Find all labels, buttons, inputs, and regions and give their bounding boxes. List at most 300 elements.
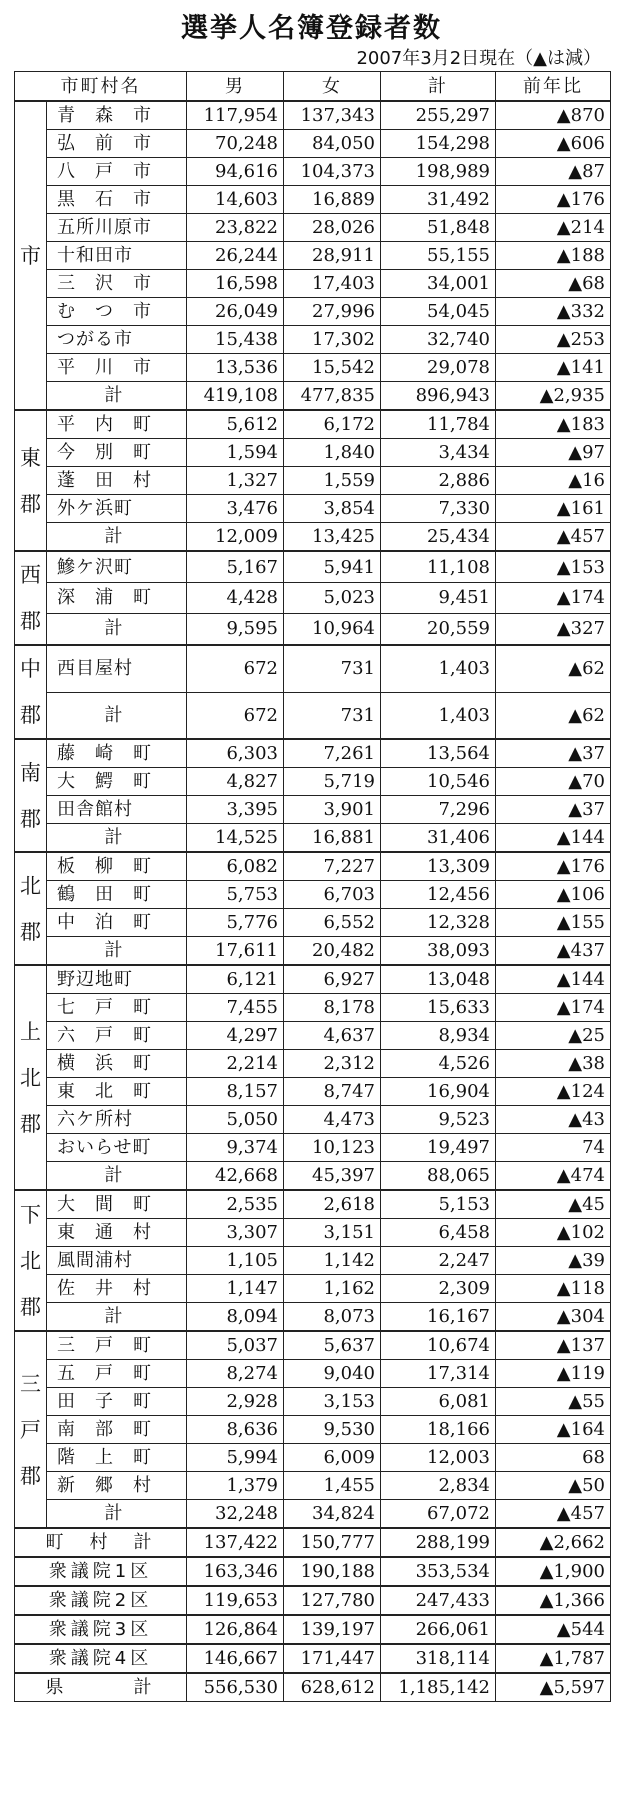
total-count: 18,166 [381,1416,496,1444]
table-row [15,495,611,523]
subtotal-female: 731 [284,692,381,739]
subtotal-change: ▲457 [496,523,611,552]
subtotal-change: ▲144 [496,824,611,853]
male-count: 14,603 [187,186,284,214]
table-row [15,1022,611,1050]
table-row [15,881,611,909]
subtotal-row [15,692,611,739]
female-count: 1,162 [284,1275,381,1303]
total-male: 163,346 [187,1557,284,1586]
total-row [15,1528,611,1557]
change-value: ▲870 [496,101,611,130]
group-label: 下 北 郡 [15,1190,47,1331]
female-count: 1,840 [284,439,381,467]
total-count: 19,497 [381,1134,496,1162]
table-row [15,1360,611,1388]
group-label: 東 郡 [15,410,47,551]
total-count: 16,904 [381,1078,496,1106]
male-count: 2,214 [187,1050,284,1078]
group-label: 中 郡 [15,645,47,739]
total-change: ▲544 [496,1615,611,1644]
subtotal-female: 8,073 [284,1303,381,1332]
municipality-name: 大 鰐 町 [47,768,187,796]
total-count: 55,155 [381,242,496,270]
group-label: 西 郡 [15,551,47,645]
male-count: 5,037 [187,1331,284,1360]
male-count: 9,374 [187,1134,284,1162]
table-row [15,1416,611,1444]
total-count: 154,298 [381,130,496,158]
table-row [15,739,611,768]
subtotal-row [15,824,611,853]
table-row [15,101,611,130]
table-row [15,965,611,994]
header-total: 計 [381,72,496,102]
total-count: 10,674 [381,1331,496,1360]
female-count: 9,530 [284,1416,381,1444]
female-count: 15,542 [284,354,381,382]
municipality-name: 階 上 町 [47,1444,187,1472]
municipality-name: 東 北 町 [47,1078,187,1106]
municipality-name: 平 川 市 [47,354,187,382]
change-value: ▲174 [496,994,611,1022]
total-male: 556,530 [187,1673,284,1702]
subtotal-total: 25,434 [381,523,496,552]
subtotal-total: 31,406 [381,824,496,853]
subtotal-change: ▲327 [496,613,611,645]
total-row [15,1673,611,1702]
female-count: 3,854 [284,495,381,523]
subtotal-total: 67,072 [381,1500,496,1529]
table-row [15,298,611,326]
municipality-name: 黒 石 市 [47,186,187,214]
table-row [15,186,611,214]
change-value: ▲174 [496,583,611,614]
municipality-name: 西目屋村 [47,645,187,692]
total-male: 119,653 [187,1586,284,1615]
male-count: 26,049 [187,298,284,326]
female-count: 28,026 [284,214,381,242]
document-title: 選挙人名簿登録者数 [181,13,442,44]
municipality-name: 八 戸 市 [47,158,187,186]
total-label: 県 計 [15,1673,187,1702]
change-value: ▲25 [496,1022,611,1050]
total-count: 15,633 [381,994,496,1022]
municipality-name: 五所川原市 [47,214,187,242]
male-count: 26,244 [187,242,284,270]
total-male: 126,864 [187,1615,284,1644]
total-sum: 318,114 [381,1644,496,1673]
total-count: 17,314 [381,1360,496,1388]
total-count: 13,564 [381,739,496,768]
female-count: 7,227 [284,852,381,881]
subtotal-male: 42,668 [187,1162,284,1191]
table-row [15,1050,611,1078]
change-value: ▲50 [496,1472,611,1500]
subtotal-row [15,1500,611,1529]
table-row [15,909,611,937]
total-count: 12,003 [381,1444,496,1472]
subtotal-label: 計 [47,824,187,853]
female-count: 10,123 [284,1134,381,1162]
total-count: 8,934 [381,1022,496,1050]
female-count: 5,023 [284,583,381,614]
male-count: 70,248 [187,130,284,158]
table-row [15,1331,611,1360]
subtotal-label: 計 [47,692,187,739]
municipality-name: 野辺地町 [47,965,187,994]
total-count: 31,492 [381,186,496,214]
subtotal-total: 20,559 [381,613,496,645]
female-count: 16,889 [284,186,381,214]
municipality-name: 新 郷 村 [47,1472,187,1500]
male-count: 8,636 [187,1416,284,1444]
male-count: 4,827 [187,768,284,796]
municipality-name: 板 柳 町 [47,852,187,881]
female-count: 5,941 [284,551,381,583]
male-count: 2,928 [187,1388,284,1416]
total-count: 6,458 [381,1219,496,1247]
municipality-name: 三 沢 市 [47,270,187,298]
male-count: 1,105 [187,1247,284,1275]
change-value: ▲141 [496,354,611,382]
table-row [15,1388,611,1416]
subtotal-row [15,1162,611,1191]
male-count: 23,822 [187,214,284,242]
male-count: 5,776 [187,909,284,937]
subtotal-female: 34,824 [284,1500,381,1529]
document-subtitle: 2007年3月2日現在（▲は減） [356,48,601,69]
change-value: ▲37 [496,796,611,824]
male-count: 8,157 [187,1078,284,1106]
subtotal-male: 9,595 [187,613,284,645]
table-row [15,1106,611,1134]
change-value: ▲102 [496,1219,611,1247]
total-sum: 353,534 [381,1557,496,1586]
female-count: 4,637 [284,1022,381,1050]
change-value: ▲253 [496,326,611,354]
change-value: ▲70 [496,768,611,796]
table-row [15,242,611,270]
change-value: ▲137 [496,1331,611,1360]
subtotal-label: 計 [47,1162,187,1191]
municipality-name: 東 通 村 [47,1219,187,1247]
change-value: ▲606 [496,130,611,158]
municipality-name: 横 浜 町 [47,1050,187,1078]
female-count: 2,312 [284,1050,381,1078]
total-count: 3,434 [381,439,496,467]
table-body [15,101,611,1702]
total-count: 2,309 [381,1275,496,1303]
header-male: 男 [187,72,284,102]
subtotal-male: 32,248 [187,1500,284,1529]
change-value: ▲119 [496,1360,611,1388]
municipality-name: 藤 崎 町 [47,739,187,768]
male-count: 4,297 [187,1022,284,1050]
subtotal-male: 12,009 [187,523,284,552]
total-count: 54,045 [381,298,496,326]
subtotal-row [15,382,611,411]
municipality-name: 田舎館村 [47,796,187,824]
subtotal-label: 計 [47,1303,187,1332]
change-value: ▲43 [496,1106,611,1134]
subtotal-female: 13,425 [284,523,381,552]
municipality-name: 外ケ浜町 [47,495,187,523]
total-count: 2,886 [381,467,496,495]
total-sum: 247,433 [381,1586,496,1615]
total-female: 139,197 [284,1615,381,1644]
male-count: 5,753 [187,881,284,909]
total-label: 衆議院3区 [15,1615,187,1644]
municipality-name: 七 戸 町 [47,994,187,1022]
female-count: 6,172 [284,410,381,439]
total-count: 2,834 [381,1472,496,1500]
municipality-name: 十和田市 [47,242,187,270]
total-male: 146,667 [187,1644,284,1673]
municipality-name: おいらせ町 [47,1134,187,1162]
change-value: ▲37 [496,739,611,768]
change-value: 74 [496,1134,611,1162]
group-label: 南 郡 [15,739,47,852]
subtotal-total: 88,065 [381,1162,496,1191]
female-count: 3,901 [284,796,381,824]
subtotal-change: ▲457 [496,1500,611,1529]
group-label: 北 郡 [15,852,47,965]
total-label: 町 村 計 [15,1528,187,1557]
male-count: 5,167 [187,551,284,583]
change-value: ▲38 [496,1050,611,1078]
municipality-name: 五 戸 町 [47,1360,187,1388]
table-row [15,1275,611,1303]
male-count: 1,327 [187,467,284,495]
subtotal-label: 計 [47,1500,187,1529]
municipality-name: 深 浦 町 [47,583,187,614]
total-count: 4,526 [381,1050,496,1078]
male-count: 2,535 [187,1190,284,1219]
subtotal-change: ▲437 [496,937,611,966]
voter-registration-table [14,71,611,1702]
table-row [15,1247,611,1275]
female-count: 1,455 [284,1472,381,1500]
municipality-name: 蓬 田 村 [47,467,187,495]
total-change: ▲1,366 [496,1586,611,1615]
total-change: ▲5,597 [496,1673,611,1702]
group-label: 上 北 郡 [15,965,47,1190]
subtotal-row [15,1303,611,1332]
table-row [15,270,611,298]
municipality-name: 南 部 町 [47,1416,187,1444]
change-value: ▲106 [496,881,611,909]
municipality-name: 今 別 町 [47,439,187,467]
subtotal-female: 16,881 [284,824,381,853]
female-count: 17,403 [284,270,381,298]
municipality-name: 青 森 市 [47,101,187,130]
table-row [15,354,611,382]
table-row [15,130,611,158]
table-row [15,1472,611,1500]
table-header-row [15,72,611,102]
subtotal-change: ▲62 [496,692,611,739]
female-count: 28,911 [284,242,381,270]
subtotal-change: ▲304 [496,1303,611,1332]
female-count: 7,261 [284,739,381,768]
municipality-name: 三 戸 町 [47,1331,187,1360]
female-count: 6,552 [284,909,381,937]
female-count: 6,009 [284,1444,381,1472]
male-count: 94,616 [187,158,284,186]
total-count: 29,078 [381,354,496,382]
female-count: 5,719 [284,768,381,796]
municipality-name: 弘 前 市 [47,130,187,158]
total-female: 628,612 [284,1673,381,1702]
change-value: ▲16 [496,467,611,495]
table-row [15,994,611,1022]
male-count: 1,594 [187,439,284,467]
female-count: 104,373 [284,158,381,186]
female-count: 3,151 [284,1219,381,1247]
female-count: 6,703 [284,881,381,909]
subtotal-male: 672 [187,692,284,739]
female-count: 84,050 [284,130,381,158]
total-female: 190,188 [284,1557,381,1586]
female-count: 137,343 [284,101,381,130]
change-value: 68 [496,1444,611,1472]
subtotal-row [15,613,611,645]
change-value: ▲176 [496,852,611,881]
change-value: ▲161 [496,495,611,523]
total-change: ▲2,662 [496,1528,611,1557]
change-value: ▲39 [496,1247,611,1275]
change-value: ▲124 [496,1078,611,1106]
table-row [15,410,611,439]
municipality-name: 佐 井 村 [47,1275,187,1303]
male-count: 3,395 [187,796,284,824]
table-row [15,326,611,354]
total-count: 51,848 [381,214,496,242]
male-count: 117,954 [187,101,284,130]
municipality-name: 田 子 町 [47,1388,187,1416]
table-row [15,1134,611,1162]
total-count: 11,108 [381,551,496,583]
total-female: 150,777 [284,1528,381,1557]
subtotal-total: 1,403 [381,692,496,739]
subtotal-female: 20,482 [284,937,381,966]
table-row [15,768,611,796]
group-label: 三 戸 郡 [15,1331,47,1528]
total-sum: 266,061 [381,1615,496,1644]
total-count: 1,403 [381,645,496,692]
subtotal-male: 14,525 [187,824,284,853]
table-row [15,1219,611,1247]
table-row [15,158,611,186]
total-count: 12,456 [381,881,496,909]
municipality-name: つがる市 [47,326,187,354]
subtotal-label: 計 [47,523,187,552]
change-value: ▲68 [496,270,611,298]
female-count: 2,618 [284,1190,381,1219]
total-count: 9,451 [381,583,496,614]
male-count: 3,476 [187,495,284,523]
municipality-name: 六 戸 町 [47,1022,187,1050]
subtotal-male: 419,108 [187,382,284,411]
female-count: 731 [284,645,381,692]
male-count: 672 [187,645,284,692]
total-row [15,1557,611,1586]
male-count: 7,455 [187,994,284,1022]
change-value: ▲332 [496,298,611,326]
municipality-name: 鶴 田 町 [47,881,187,909]
change-value: ▲62 [496,645,611,692]
total-sum: 1,185,142 [381,1673,496,1702]
table-row [15,645,611,692]
total-count: 34,001 [381,270,496,298]
change-value: ▲176 [496,186,611,214]
change-value: ▲45 [496,1190,611,1219]
male-count: 4,428 [187,583,284,614]
table-row [15,796,611,824]
total-change: ▲1,900 [496,1557,611,1586]
municipality-name: 平 内 町 [47,410,187,439]
total-change: ▲1,787 [496,1644,611,1673]
total-count: 13,309 [381,852,496,881]
subtotal-change: ▲2,935 [496,382,611,411]
change-value: ▲118 [496,1275,611,1303]
subtotal-female: 477,835 [284,382,381,411]
table-row [15,583,611,614]
municipality-name: む つ 市 [47,298,187,326]
total-label: 衆議院1区 [15,1557,187,1586]
male-count: 5,612 [187,410,284,439]
total-count: 9,523 [381,1106,496,1134]
subtotal-row [15,523,611,552]
total-count: 255,297 [381,101,496,130]
municipality-name: 六ケ所村 [47,1106,187,1134]
subtotal-change: ▲474 [496,1162,611,1191]
total-count: 11,784 [381,410,496,439]
total-row [15,1615,611,1644]
total-row [15,1586,611,1615]
change-value: ▲188 [496,242,611,270]
male-count: 13,536 [187,354,284,382]
female-count: 3,153 [284,1388,381,1416]
total-count: 12,328 [381,909,496,937]
municipality-name: 風間浦村 [47,1247,187,1275]
male-count: 6,082 [187,852,284,881]
change-value: ▲87 [496,158,611,186]
table-row [15,551,611,583]
male-count: 3,307 [187,1219,284,1247]
total-count: 32,740 [381,326,496,354]
group-label: 市 [15,101,47,410]
table-row [15,852,611,881]
subtotal-row [15,937,611,966]
subtotal-total: 38,093 [381,937,496,966]
header-change: 前年比 [496,72,611,102]
subtotal-label: 計 [47,613,187,645]
subtotal-total: 896,943 [381,382,496,411]
female-count: 8,747 [284,1078,381,1106]
female-count: 5,637 [284,1331,381,1360]
table-row [15,1190,611,1219]
total-label: 衆議院4区 [15,1644,187,1673]
female-count: 4,473 [284,1106,381,1134]
male-count: 8,274 [187,1360,284,1388]
total-count: 6,081 [381,1388,496,1416]
change-value: ▲153 [496,551,611,583]
change-value: ▲214 [496,214,611,242]
male-count: 6,303 [187,739,284,768]
total-row [15,1644,611,1673]
